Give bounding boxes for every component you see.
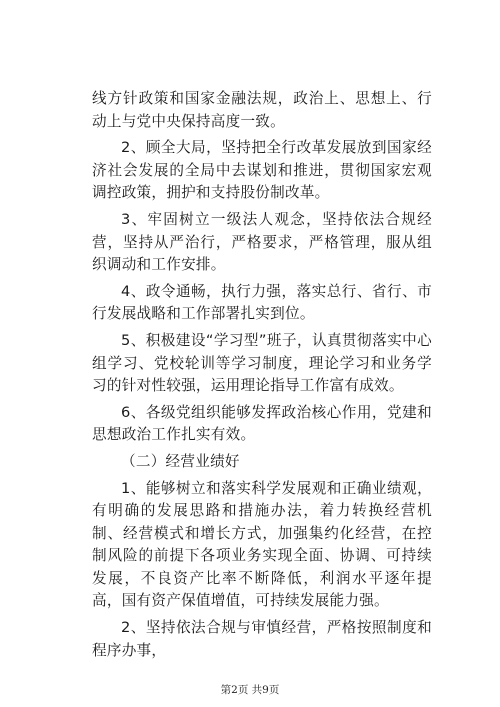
paragraph-item-5: 5、积极建设“学习型”班子，认真贯彻落实中心组学习、党校轮训等学习制度，理论学习和业务学习的针对性较强，运用理论指导工作富有成效。 bbox=[92, 331, 432, 395]
paragraph-item-2: 2、顾全大局，坚持把全行改革发展放到国家经济社会发展的全局中去谋划和推进，贯彻国家宏观调控政策，拥护和支持股份制改革。 bbox=[92, 139, 432, 202]
document-body bbox=[92, 88, 432, 666]
paragraph-continuation: 线方针政策和国家金融法规，政治上、思想上、行动上与党中央保持高度一致。 bbox=[92, 90, 432, 130]
section-heading: （二）经营业绩好 bbox=[121, 452, 240, 470]
paragraph-item-6: 6、各级党组织能够发挥政治核心作用，党建和思想政治工作扎实有效。 bbox=[92, 403, 432, 444]
paragraph-item-3: 3、牢固树立一级法人观念，坚持依法合规经营，坚持从严治行，严格要求，严格管理，服从组织调动和工作安排。 bbox=[92, 210, 432, 274]
page-number-footer: 第2页 共9页 bbox=[220, 684, 280, 696]
paragraph-business-1: 1、能够树立和落实科学发展观和正确业绩观，有明确的发展思路和措施办法，着力转换经营机制、经营模式和增长方式，加强集约化经营，在控制风险的前提下各项业务实现全面、协调、可持续发展，不良资产比率不断降低，利润水平逐年提高，国有资产保值增值，可持续发展能力强。 bbox=[92, 479, 432, 610]
paragraph-business-2: 2、坚持依法合规与审慎经营，严格按照制度和程序办事， bbox=[92, 619, 432, 659]
paragraph-item-4: 4、政令通畅，执行力强，落实总行、省行、市行发展战略和工作部署扎实到位。 bbox=[92, 282, 432, 323]
